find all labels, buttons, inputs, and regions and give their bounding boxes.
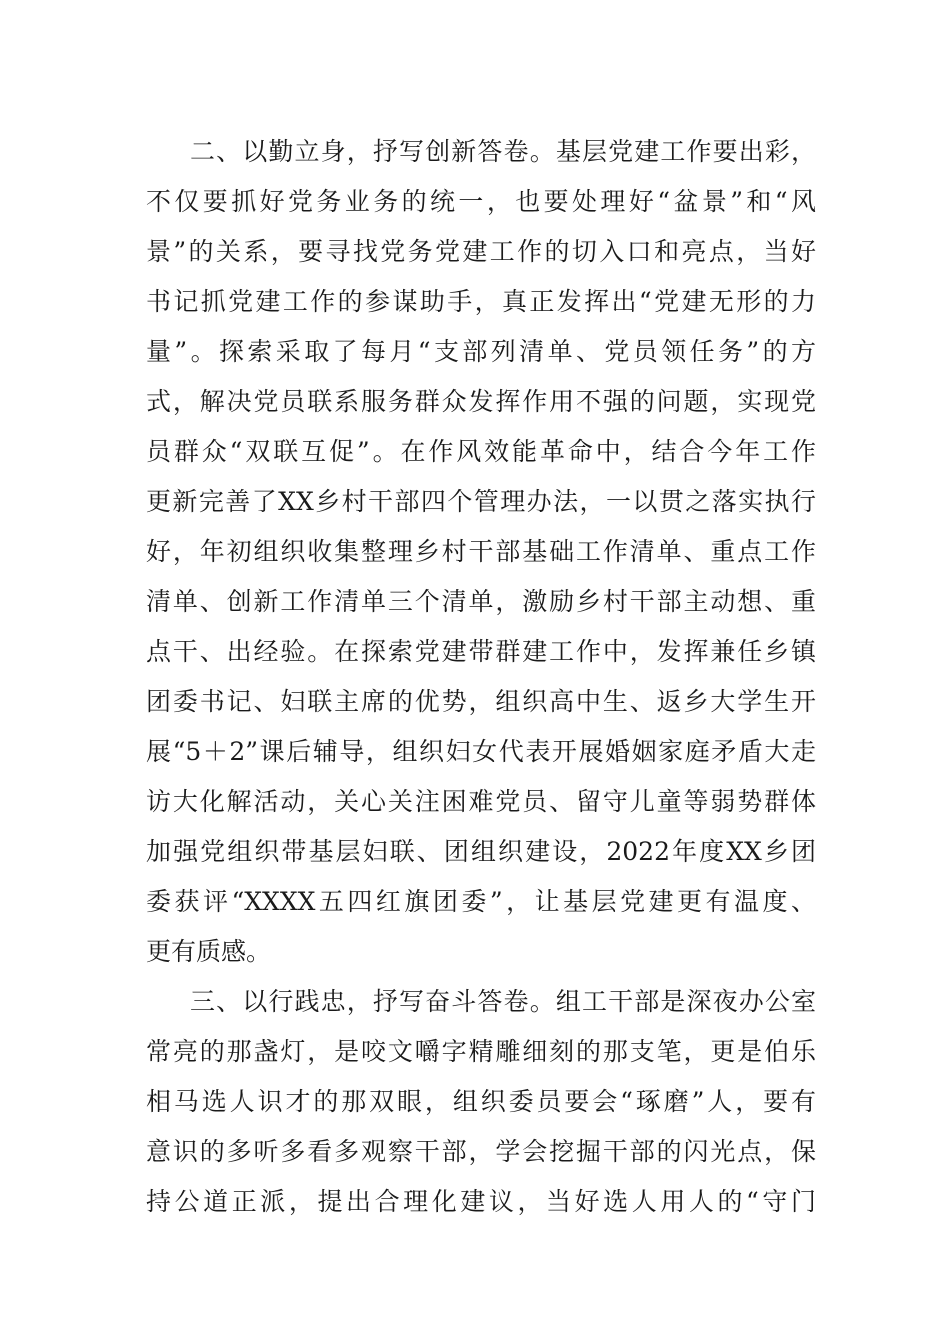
paragraph-3-line-3: 相马选人识才的那双眼，组织委员要会“琢磨”人，要有 bbox=[146, 1087, 816, 1116]
paragraph-2-line-4: 书记抓党建工作的参谋助手，真正发挥出“党建无形的力 bbox=[146, 287, 816, 316]
paragraph-2-line-13: 展“5＋2”课后辅导，组织妇女代表开展婚姻家庭矛盾大走 bbox=[146, 737, 816, 766]
paragraph-3-line-4: 意识的多听多看多观察干部，学会挖掘干部的闪光点，保 bbox=[146, 1137, 816, 1166]
paragraph-2-line-10: 清单、创新工作清单三个清单，激励乡村干部主动想、重 bbox=[146, 587, 816, 616]
paragraph-2-line-3: 景”的关系，要寻找党务党建工作的切入口和亮点，当好 bbox=[146, 237, 816, 266]
paragraph-2-line-1: 二、以勤立身，抒写创新答卷。基层党建工作要出彩， bbox=[190, 137, 816, 166]
paragraph-2-line-12: 团委书记、妇联主席的优势，组织高中生、返乡大学生开 bbox=[146, 687, 816, 716]
paragraph-2-line-6: 式，解决党员联系服务群众发挥作用不强的问题，实现党 bbox=[146, 387, 816, 416]
paragraph-2-line-5: 量”。探索采取了每月“支部列清单、党员领任务”的方 bbox=[146, 337, 816, 366]
paragraph-3-line-5: 持公道正派，提出合理化建议，当好选人用人的“守门 bbox=[146, 1187, 816, 1216]
paragraph-2-line-8: 更新完善了XX乡村干部四个管理办法，一以贯之落实执行 bbox=[146, 487, 816, 516]
paragraph-2-line-11: 点干、出经验。在探索党建带群建工作中，发挥兼任乡镇 bbox=[146, 637, 816, 666]
paragraph-2-line-7: 员群众“双联互促”。在作风效能革命中，结合今年工作 bbox=[146, 437, 816, 466]
paragraph-2-line-14: 访大化解活动，关心关注困难党员、留守儿童等弱势群体 bbox=[146, 787, 816, 816]
paragraph-2-line-2: 不仅要抓好党务业务的统一，也要处理好“盆景”和“风 bbox=[146, 187, 816, 216]
paragraph-2-line-9: 好，年初组织收集整理乡村干部基础工作清单、重点工作 bbox=[146, 537, 816, 566]
paragraph-3-line-2: 常亮的那盏灯，是咬文嚼字精雕细刻的那支笔，更是伯乐 bbox=[146, 1037, 816, 1066]
paragraph-2-line-17: 更有质感。 bbox=[146, 937, 272, 966]
paragraph-3-line-1: 三、以行践忠，抒写奋斗答卷。组工干部是深夜办公室 bbox=[190, 987, 816, 1016]
paragraph-2-line-16: 委获评“XXXX五四红旗团委”，让基层党建更有温度、 bbox=[146, 887, 816, 916]
paragraph-2-line-15: 加强党组织带基层妇联、团组织建设，2022年度XX乡团 bbox=[146, 837, 816, 866]
